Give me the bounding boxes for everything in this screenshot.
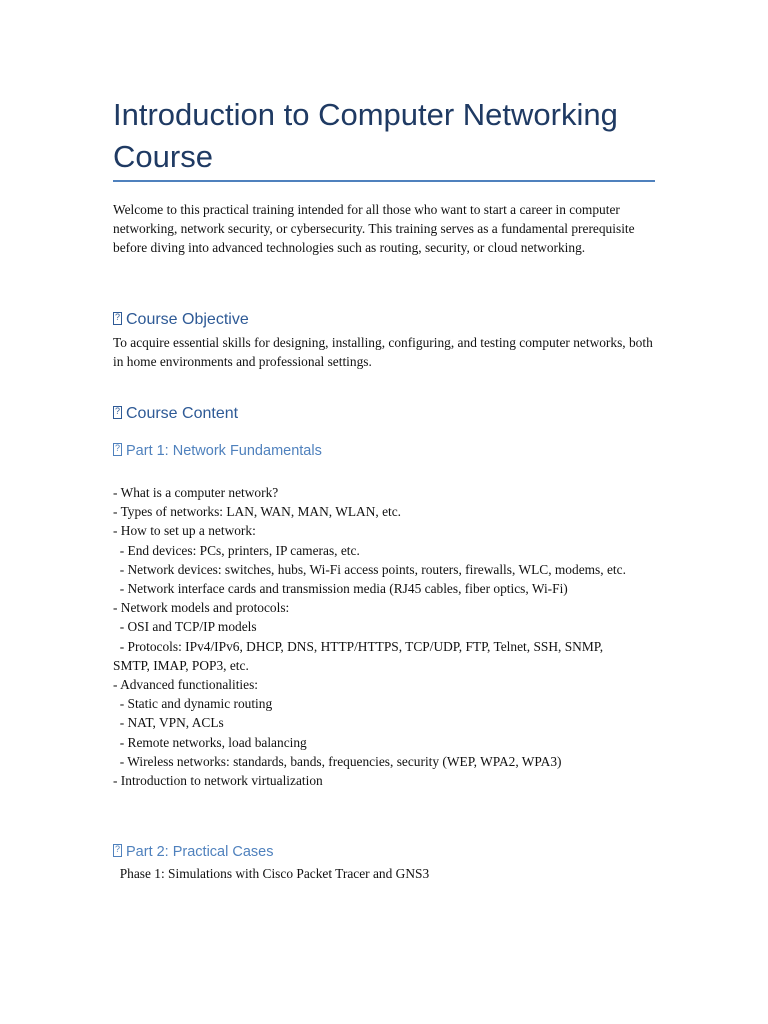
part1-heading — [113, 441, 322, 461]
objective-heading — [113, 309, 249, 331]
intro-paragraph: Welcome to this practical training intended for all those who want to start a career in computer networking, network security, or cybersecurity. This training serves as a fundamental prerequisite before diving into advanced technologies such as routing, security, or cloud networking. — [113, 202, 635, 256]
phase1-text: Phase 1: Simulations with Cisco Packet Tracer and GNS3 — [113, 866, 430, 881]
objective-heading-text: Course Objective — [126, 311, 249, 328]
list-item: - Wireless networks: standards, bands, frequencies, security (WEP, WPA2, WPA3) — [113, 753, 562, 769]
part1-heading-text: Part 1: Network Fundamentals — [126, 443, 322, 459]
missing-glyph-icon — [113, 312, 122, 325]
part2-heading-text: Part 2: Practical Cases — [126, 844, 274, 860]
list-item: - How to set up a network: — [113, 523, 256, 539]
list-item: - What is a computer network? — [113, 485, 279, 500]
list-item: - Advanced functionalities: — [113, 677, 259, 693]
list-item: - OSI and TCP/IP models — [113, 619, 257, 635]
list-item: - Network models and protocols: — [113, 600, 290, 616]
content-heading-text: Course Content — [126, 405, 239, 422]
list-item: - Protocols: IPv4/IPv6, DHCP, DNS, HTTP/HTTPS, TCP/UDP, FTP, Telnet, SSH, SNMP, SMTP, IMAP, POP3, etc. — [113, 638, 607, 673]
list-item: - Static and dynamic routing — [113, 696, 273, 712]
missing-glyph-icon — [113, 443, 122, 456]
objective-paragraph: To acquire essential skills for designing, installing, configuring, and testing computer networks, both in home environments and professional settings. — [113, 335, 653, 370]
content-heading — [113, 403, 238, 425]
part1-list — [113, 483, 643, 790]
list-item: - NAT, VPN, ACLs — [113, 715, 224, 731]
document-title: Introduction to Computer Networking Course — [113, 97, 618, 174]
list-item: - Types of networks: LAN, WAN, MAN, WLAN, etc. — [113, 504, 402, 520]
title-divider — [113, 180, 655, 182]
missing-glyph-icon — [113, 844, 122, 857]
list-item: - Network devices: switches, hubs, Wi-Fi access points, routers, firewalls, WLC, modems, etc. — [113, 561, 626, 577]
part2-heading — [113, 842, 273, 862]
list-item: - Network interface cards and transmission media (RJ45 cables, fiber optics, Wi-Fi) — [113, 581, 568, 597]
list-item: - Remote networks, load balancing — [113, 734, 307, 750]
missing-glyph-icon — [113, 406, 122, 419]
list-item: - End devices: PCs, printers, IP cameras, etc. — [113, 542, 360, 558]
list-item: - Introduction to network virtualization — [113, 773, 323, 789]
